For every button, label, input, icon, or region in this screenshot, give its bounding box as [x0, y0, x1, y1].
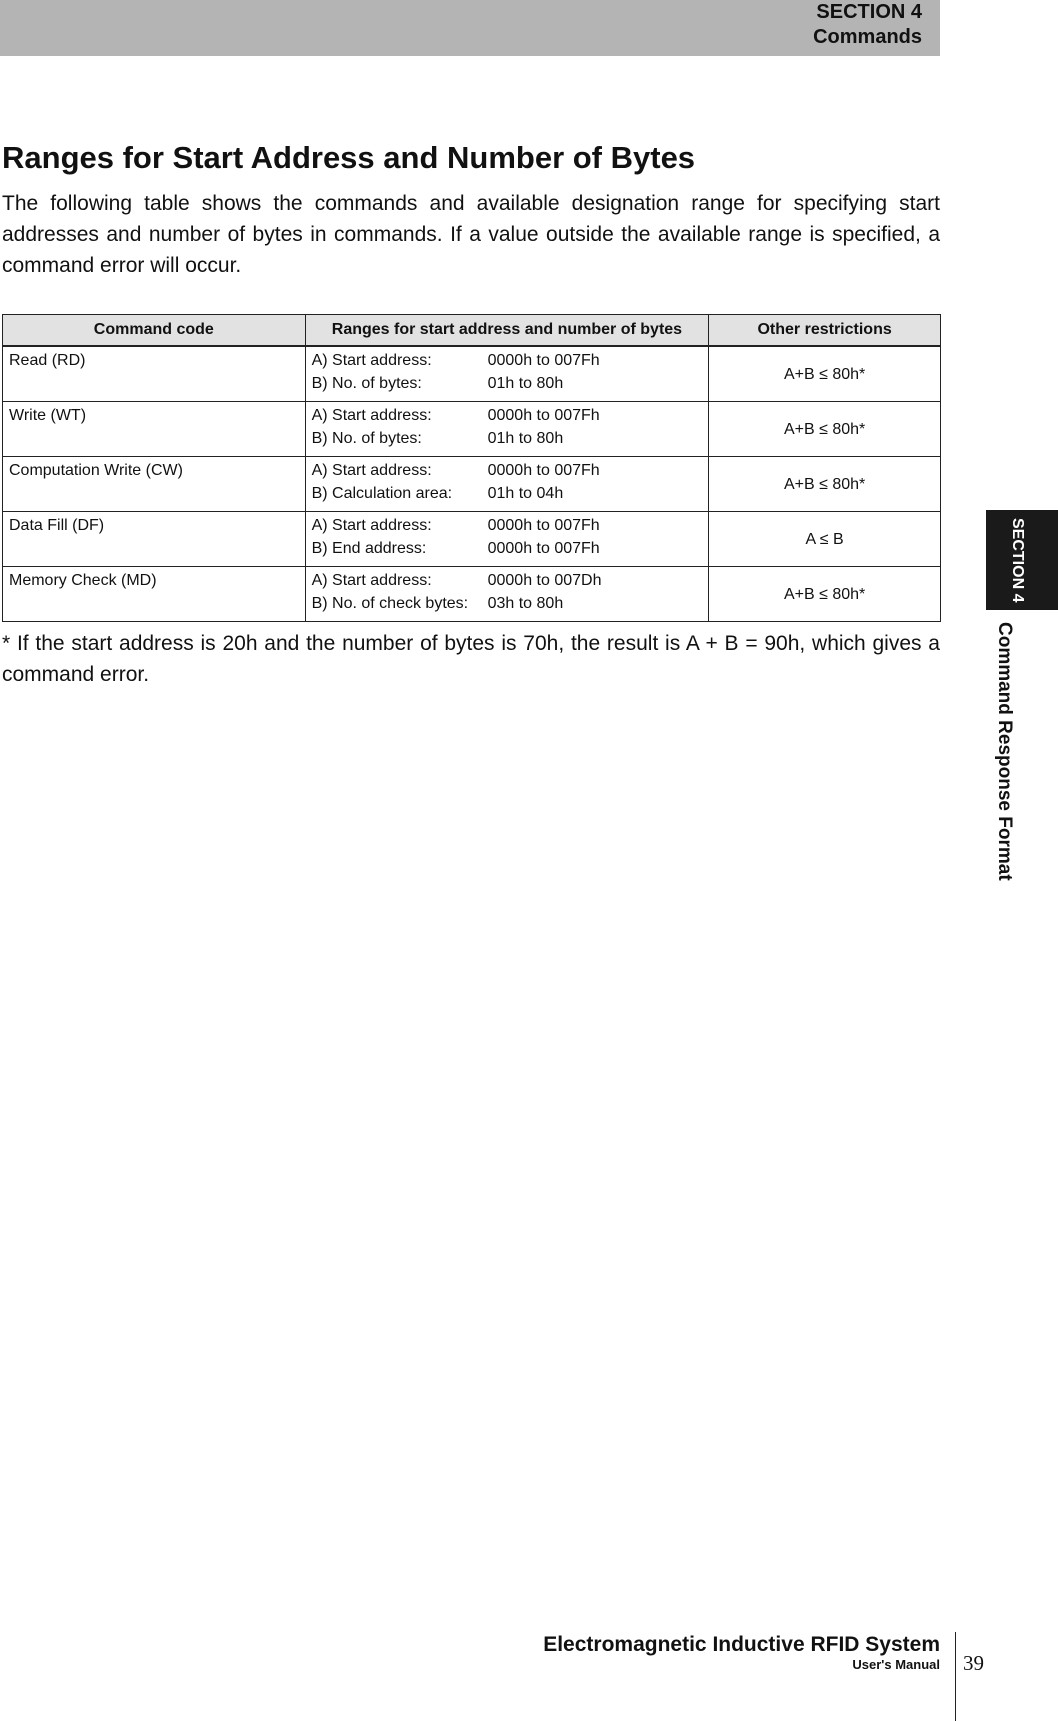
range-cell: [305, 567, 709, 622]
side-tab-label: SECTION 4: [1009, 518, 1026, 603]
footer-subtitle: User's Manual: [852, 1657, 940, 1672]
command-cell: Write (WT): [3, 402, 306, 457]
footer-divider: [955, 1632, 956, 1721]
side-caption: Command Response Format: [994, 622, 1015, 881]
restriction-cell: A+B ≤ 80h*: [709, 346, 941, 402]
intro-paragraph: The following table shows the commands and available designation range for specifying start addresses and number of bytes in commands. If a value outside the available range is specified, a command error will occur.: [2, 192, 940, 277]
label-a: A) Start address:: [311, 517, 432, 534]
value-b: 01h to 80h: [487, 430, 564, 447]
range-cell: [305, 457, 709, 512]
header-chapter: Commands: [813, 26, 922, 48]
header-command-code: Command code: [3, 315, 306, 347]
range-cell: [305, 402, 709, 457]
range-cell: [305, 346, 709, 402]
table-row: [3, 512, 941, 567]
value-a: 0000h to 007Fh: [487, 407, 600, 424]
header-section: SECTION 4: [816, 1, 922, 23]
label-b: B) No. of bytes:: [311, 375, 422, 392]
section-side-tab: [986, 510, 1058, 610]
table-row: [3, 402, 941, 457]
label-b: B) End address:: [311, 540, 427, 557]
header-bar: [0, 0, 940, 56]
command-cell: Memory Check (MD): [3, 567, 306, 622]
value-b: 01h to 04h: [487, 485, 564, 502]
footer-title: Electromagnetic Inductive RFID System: [543, 1633, 940, 1656]
restriction-cell: A+B ≤ 80h*: [709, 402, 941, 457]
label-a: A) Start address:: [311, 572, 432, 589]
restriction-cell: A+B ≤ 80h*: [709, 567, 941, 622]
value-b: 03h to 80h: [487, 595, 564, 612]
value-a: 0000h to 007Fh: [487, 462, 600, 479]
header-other-restrictions: Other restrictions: [709, 315, 941, 347]
value-a: 0000h to 007Fh: [487, 517, 600, 534]
ranges-table: [2, 314, 941, 622]
value-a: 0000h to 007Fh: [487, 352, 600, 369]
header-ranges: Ranges for start address and number of bytes: [305, 315, 709, 347]
value-b: 0000h to 007Fh: [487, 540, 600, 557]
label-a: A) Start address:: [311, 462, 432, 479]
label-a: A) Start address:: [311, 407, 432, 424]
range-cell: [305, 512, 709, 567]
label-a: A) Start address:: [311, 352, 432, 369]
command-cell: Data Fill (DF): [3, 512, 306, 567]
table-row: [3, 346, 941, 402]
header-text: [813, 0, 922, 50]
label-b: B) Calculation area:: [311, 485, 453, 502]
table-row: [3, 567, 941, 622]
label-b: B) No. of check bytes:: [311, 595, 469, 612]
command-cell: Computation Write (CW): [3, 457, 306, 512]
value-b: 01h to 80h: [487, 375, 564, 392]
value-a: 0000h to 007Dh: [487, 572, 602, 589]
page-number: 39: [963, 1651, 984, 1675]
restriction-cell: A ≤ B: [709, 512, 941, 567]
restriction-cell: A+B ≤ 80h*: [709, 457, 941, 512]
label-b: B) No. of bytes:: [311, 430, 422, 447]
command-cell: Read (RD): [3, 346, 306, 402]
page-title: Ranges for Start Address and Number of Bytes: [2, 140, 696, 175]
table-row: [3, 457, 941, 512]
footnote: * If the start address is 20h and the number of bytes is 70h, the result is A + B = 90h, which gives a command error.: [2, 632, 940, 686]
table-header-row: [3, 315, 941, 347]
